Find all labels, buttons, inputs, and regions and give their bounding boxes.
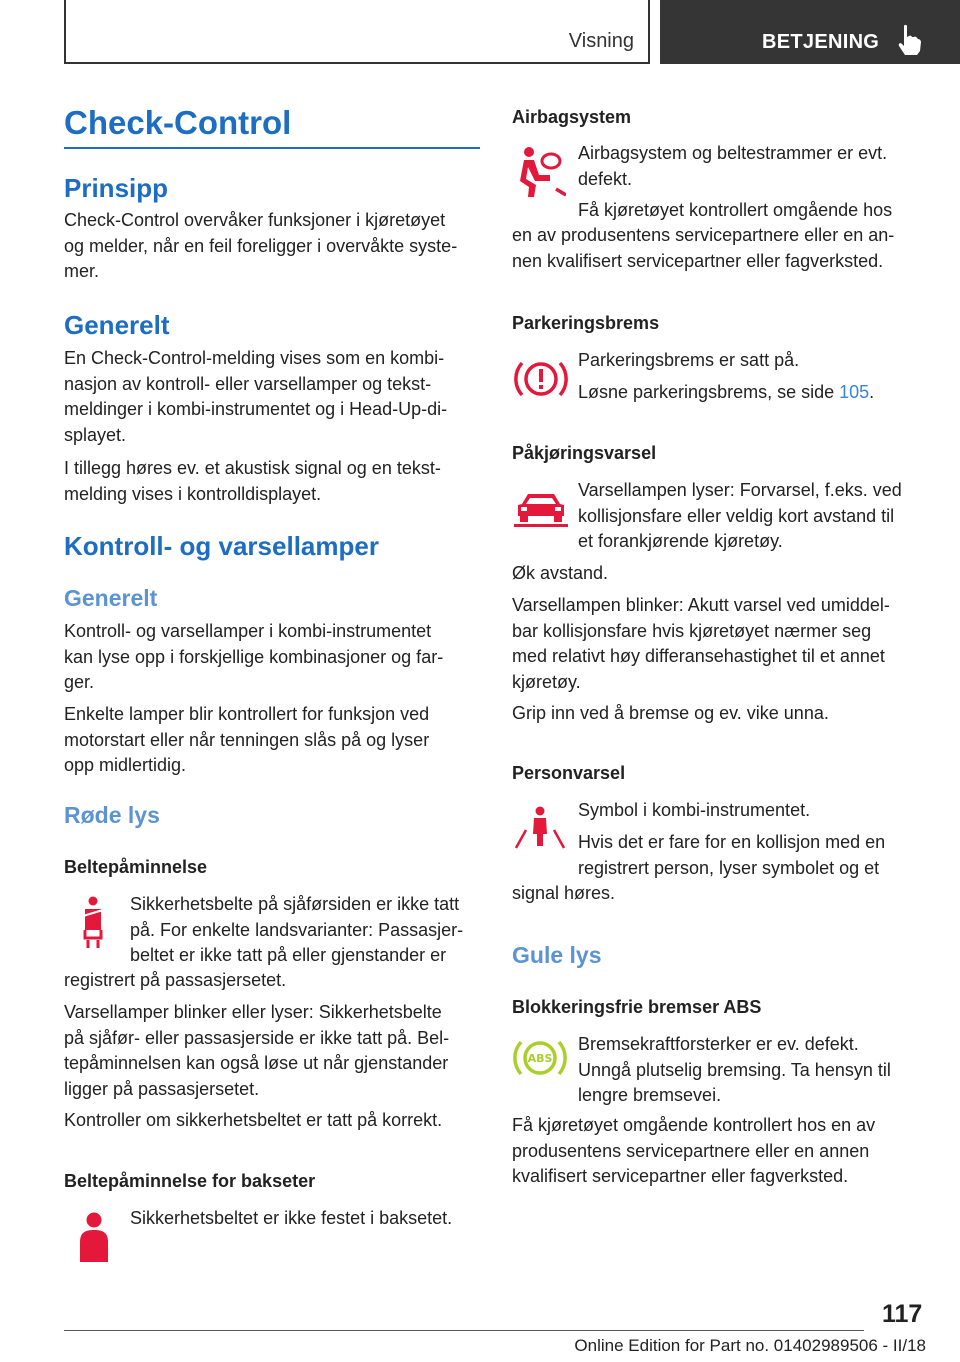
text-line: bar kollisjonsfare hvis kjøretøyet nærmer seg xyxy=(512,620,872,641)
text-line: Kontroll- og varsellamper i kombi-instrumentet xyxy=(64,621,432,641)
heading-generelt-2: Generelt xyxy=(64,585,158,611)
text-line: ger. xyxy=(64,672,95,692)
text-line: nen kvalifisert servicepartner eller fagverksted. xyxy=(512,250,884,271)
text-line: nasjon av kontroll- eller varsellamper og tekst‐ xyxy=(64,373,432,394)
belte-text-indented xyxy=(130,892,486,969)
text-line: Hvis det er fare for en kollisjon med en xyxy=(578,832,886,852)
text-line: opp midlertidig. xyxy=(64,755,187,775)
text-line: ligger på passasjersetet. xyxy=(64,1078,260,1099)
header-tab-visning[interactable] xyxy=(64,0,650,64)
text-line: beltet er ikke tatt på eller gjenstander er xyxy=(130,945,447,965)
abs-text-2 xyxy=(512,1113,922,1190)
pak-text-2: Øk avstand. xyxy=(512,563,609,583)
heading-beltepaminnelse-bakseter: Beltepåminnelse for bakseter xyxy=(64,1171,316,1191)
text-line: en av produsentens servicepartnere eller en an‐ xyxy=(512,225,895,245)
heading-parkeringsbrems: Parkeringsbrems xyxy=(512,313,660,333)
text-line: En Check-Control-melding vises som en kombi‐ xyxy=(64,348,445,368)
abs-text-indented xyxy=(578,1032,923,1109)
text-line: Enkelte lamper blir kontrollert for funksjon ved xyxy=(64,704,430,724)
text-line: mer. xyxy=(64,261,100,281)
text-line: Airbagsystem og beltestrammer er evt. xyxy=(578,143,888,163)
text-line: Bremsekraftforsterker er ev. defekt. xyxy=(578,1034,859,1054)
heading-airbagsystem: Airbagsystem xyxy=(512,107,632,127)
pedestrian-warning-icon xyxy=(512,806,568,852)
text-line: kvalifisert servicepartner eller fagverksted. xyxy=(512,1166,849,1186)
text-line: et forankjørende kjøretøy. xyxy=(578,531,783,551)
airbag-text xyxy=(578,141,918,192)
footer-rule xyxy=(64,1330,864,1331)
page-title: Check-Control xyxy=(64,104,292,141)
text-line: Check-Control overvåker funksjoner i kjøretøyet xyxy=(64,210,446,230)
person-text-1: Symbol i kombi-instrumentet. xyxy=(578,800,811,820)
heading-personvarsel: Personvarsel xyxy=(512,763,626,783)
generelt2-text-1 xyxy=(64,619,484,696)
text-line: og melder, når en feil foreligger i overvåkte syste‐ xyxy=(64,235,458,256)
generelt-text-2 xyxy=(64,456,484,507)
generelt-text-1 xyxy=(64,346,484,448)
rear-seatbelt-warning-icon xyxy=(76,1212,112,1262)
belte-text-3: Kontroller om sikkerhetsbeltet er tatt på korrekt. xyxy=(64,1110,443,1130)
text-line: Få kjøretøyet omgående kontrollert hos en av xyxy=(512,1115,876,1135)
text-line: I tillegg høres ev. et akustisk signal og en tekst‐ xyxy=(64,458,441,478)
person-text-indented xyxy=(578,830,918,881)
text-span: . xyxy=(869,382,875,402)
pointing-hand-icon xyxy=(896,24,922,56)
page-link-105[interactable]: 105 xyxy=(839,382,870,402)
text-line: defekt. xyxy=(578,168,633,189)
text-line: registrert person, lyser symbolet og et xyxy=(578,857,880,878)
collision-warning-car-icon xyxy=(514,490,568,528)
text-line: på sjåfør- eller passasjerside er ikke tatt på. Bel‐ xyxy=(64,1027,450,1048)
text-line: Varsellampen blinker: Akutt varsel ved umiddel‐ xyxy=(512,595,890,615)
seatbelt-warning-icon xyxy=(80,896,106,948)
pak-text-3 xyxy=(512,593,922,695)
text-line: kollisjonsfare eller veldig kort avstand til xyxy=(578,505,895,526)
heading-generelt: Generelt xyxy=(64,310,170,340)
heading-beltepaminnelse: Beltepåminnelse xyxy=(64,857,208,877)
footer-edition-text: Online Edition for Part no. 01402989506 - II/18 xyxy=(574,1336,926,1355)
text-line: produsentens servicepartnere eller en annen xyxy=(512,1140,870,1161)
parking-brake-warning-icon xyxy=(514,358,568,400)
heading-gule-lys: Gule lys xyxy=(512,942,602,968)
person-text-full: signal høres. xyxy=(512,883,616,903)
belte-text-2 xyxy=(64,1000,484,1102)
text-line: splayet. xyxy=(64,424,127,445)
text-span: Løsne parkeringsbrems, se side xyxy=(578,382,840,402)
bak-text: Sikkerhetsbeltet er ikke festet i baksetet. xyxy=(130,1208,453,1228)
header-tab-visning-label: Visning xyxy=(568,30,634,52)
text-line: kjøretøy. xyxy=(512,671,581,692)
text-line: Sikkerhetsbelte på sjåførsiden er ikke tatt xyxy=(130,894,460,914)
text-line: Varsellampen lyser: Forvarsel, f.eks. ved xyxy=(578,480,902,500)
abs-warning-icon xyxy=(512,1036,568,1080)
park-text-2 xyxy=(578,380,918,406)
text-line: tepåminnelsen kan også løse ut når gjenstander xyxy=(64,1053,449,1073)
belte-text-full: registrert på passasjersetet. xyxy=(64,970,287,990)
pak-text-indented xyxy=(578,478,923,555)
text-line: på. For enkelte landsvarianter: Passasjer‐ xyxy=(130,919,464,940)
park-text-1: Parkeringsbrems er satt på. xyxy=(578,350,800,370)
generelt2-text-2 xyxy=(64,702,484,779)
text-line: melding vises i kontrolldisplayet. xyxy=(64,483,322,504)
heading-blokkeringsfrie-bremser-abs: Blokkeringsfrie bremser ABS xyxy=(512,997,762,1017)
text-line: Unngå plutselig bremsing. Ta hensyn til xyxy=(578,1059,891,1080)
page-number: 117 xyxy=(882,1300,923,1328)
title-rule xyxy=(64,147,480,149)
heading-kontroll-og-varsellamper: Kontroll- og varsellamper xyxy=(64,531,379,561)
airbag-warning-icon xyxy=(520,145,566,197)
prinsipp-text xyxy=(64,208,484,285)
text-line: meldinger i kombi-instrumentet og i Head-Up-di‐ xyxy=(64,399,448,419)
airbag-text-2-rest xyxy=(512,223,922,274)
text-line: Varsellamper blinker eller lyser: Sikkerhetsbelte xyxy=(64,1002,442,1022)
text-line: kan lyse opp i forskjellige kombinasjoner og far‐ xyxy=(64,646,444,667)
heading-prinsipp: Prinsipp xyxy=(64,173,169,203)
text-line: med relativt høy differansehastighet til et annet xyxy=(512,646,885,666)
text-line: lengre bremsevei. xyxy=(578,1085,722,1105)
airbag-text-2-indent: Få kjøretøyet kontrollert omgående hos xyxy=(578,200,893,220)
abs-icon-label: ABS xyxy=(527,1052,553,1065)
text-line: motorstart eller når tenningen slås på og lyser xyxy=(64,729,430,750)
heading-rode-lys: Røde lys xyxy=(64,802,160,828)
header-tab-betjening[interactable] xyxy=(660,0,960,64)
header-tab-betjening-label: BETJENING xyxy=(762,31,880,53)
heading-pakjoringsvarsel: Påkjøringsvarsel xyxy=(512,443,657,463)
pak-text-4: Grip inn ved å bremse og ev. vike unna. xyxy=(512,703,829,723)
